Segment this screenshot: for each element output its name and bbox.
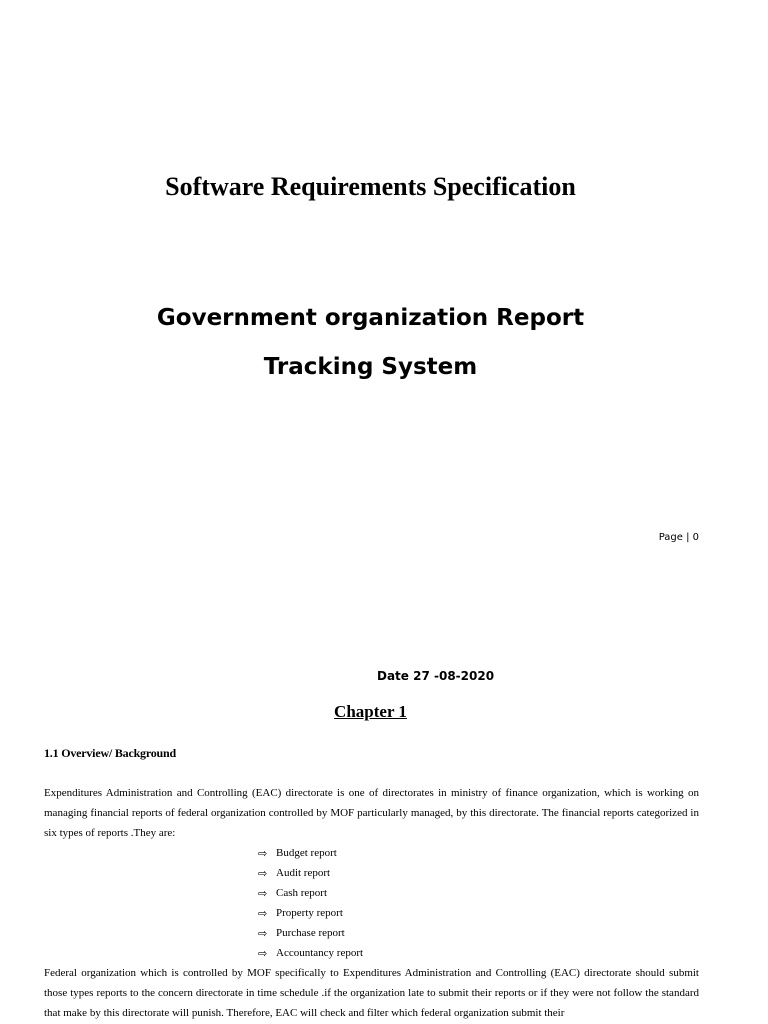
list-item-label: Cash report (276, 887, 328, 899)
arrow-right-icon: ⇨ (258, 846, 268, 860)
page-number: Page | 0 (658, 532, 699, 543)
arrow-right-icon: ⇨ (258, 926, 268, 940)
list-item-label: Property report (276, 907, 343, 919)
arrow-right-icon: ⇨ (258, 946, 268, 960)
list-item (258, 883, 363, 903)
section-heading: 1.1 Overview/ Background (44, 746, 176, 760)
report-types-list (258, 843, 363, 963)
list-item-label: Accountancy report (276, 947, 364, 959)
overview-paragraph: Expenditures Administration and Controlling (EAC) directorate is one of directorates in ministry of finance organization, which is working on managing financial reports of federal organization controlled by MOF particularly managed, by this directorate. The financial reports categorized in six types of reports .They are: (44, 787, 699, 839)
list-item (258, 903, 363, 923)
list-item (258, 863, 363, 883)
document-date: Date 27 -08-2020 (377, 669, 495, 683)
chapter-heading: Chapter 1 (334, 702, 407, 721)
list-item-label: Purchase report (276, 927, 345, 939)
document-subtitle-line1: Government organization Report (156, 305, 585, 331)
document-title: Software Requirements Specification (165, 172, 576, 201)
list-item (258, 843, 363, 863)
list-item (258, 923, 363, 943)
document-subtitle-line2: Tracking System (263, 354, 478, 380)
submission-paragraph: Federal organization which is controlled by MOF specifically to Expenditures Administration and Controlling (EAC) directorate should submit those types reports to the concern directorate in time schedule .if the organization late to submit their reports or if they were not follow the standard that make by this directorate will punish. Therefore, EAC will check and filter which federal organization submit their (44, 967, 699, 1019)
list-item-label: Audit report (276, 867, 331, 879)
list-item (258, 943, 363, 963)
arrow-right-icon: ⇨ (258, 866, 268, 880)
arrow-right-icon: ⇨ (258, 906, 268, 920)
list-item-label: Budget report (276, 847, 337, 859)
arrow-right-icon: ⇨ (258, 886, 268, 900)
